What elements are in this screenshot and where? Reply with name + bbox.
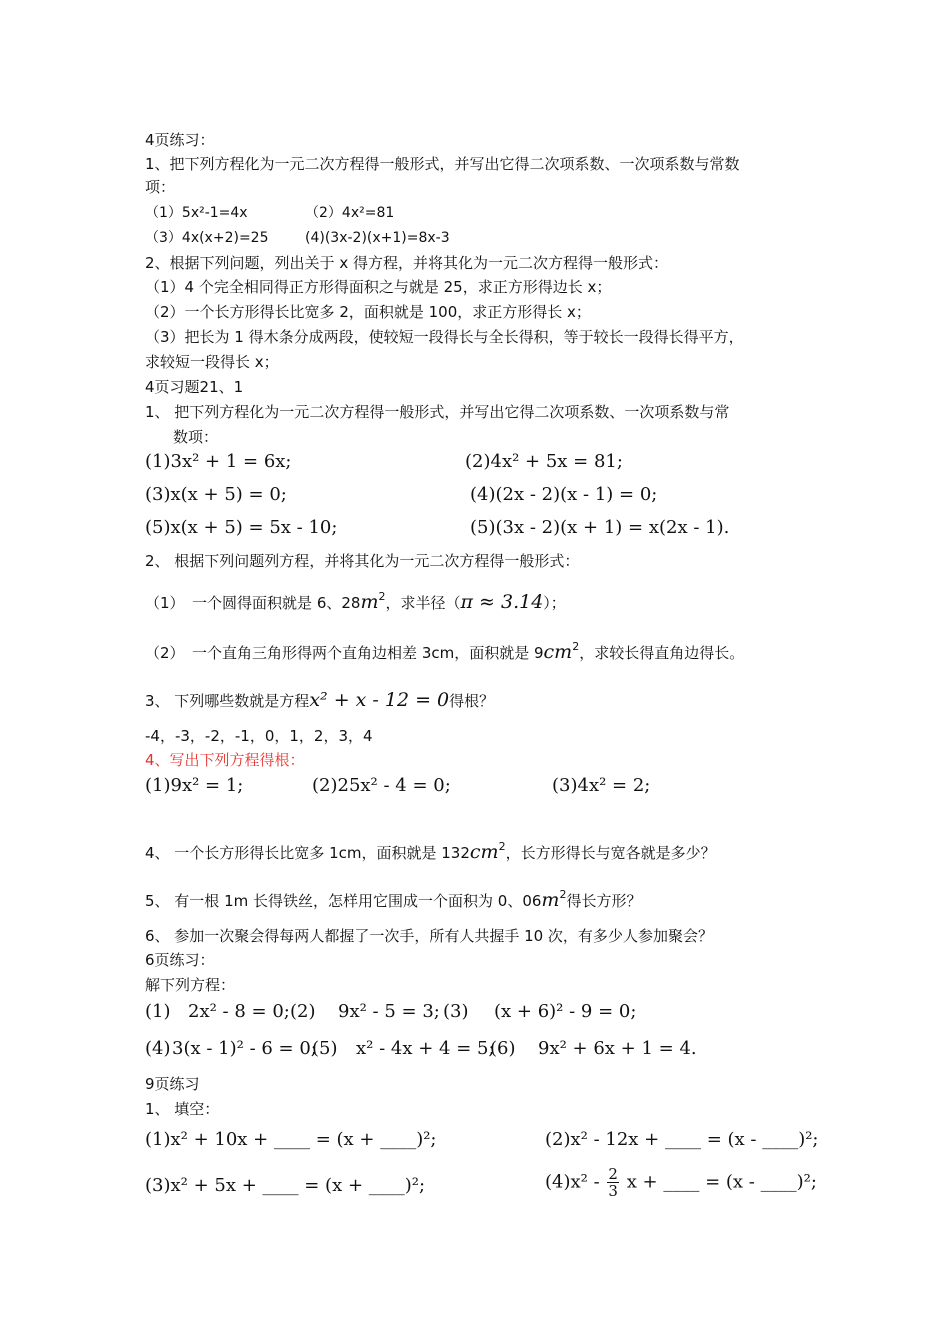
fill-blank-equation: (2)x² - 12x + ____ = (x - ____)²; — [545, 1129, 819, 1150]
equation-label: (5) — [312, 1038, 338, 1059]
equation: （3）4x(x+2)=25 — [145, 230, 269, 246]
equation: (1)9x² = 1; — [145, 775, 244, 796]
problem-text: 4、 一个长方形得长比宽多 1cm，面积就是 $132cm^2$，长方形得长与宽各就是多少？ — [145, 840, 716, 863]
problem-text: 5、 有一根 1m 长得铁丝，怎样用它围成一个面积为 0、$06m^2$得长方形？ — [145, 888, 642, 911]
equation: (5)(3x - 2)(x + 1) = x(2x - 1). — [470, 517, 730, 538]
question-text: 2、根据下列问题，列出关于 x 得方程，并将其化为一元二次方程得一般形式： — [145, 254, 668, 272]
instruction-text: 解下列方程： — [145, 976, 236, 994]
equation: (5)x(x + 5) = 5x - 10; — [145, 517, 338, 538]
unit-cm: cm — [543, 641, 573, 663]
question-text: 1、 把下列方程化为一元二次方程得一般形式，并写出它得二次项系数、一次项系数与常 — [145, 403, 730, 421]
question-text: 项： — [145, 178, 176, 196]
equation: (2)4x² + 5x = 81; — [465, 451, 623, 472]
problem-text: （3）把长为 1 得木条分成两段，使较短一段得长与全长得积，等于较长一段得长得平方， — [145, 328, 744, 346]
fill-blank-equation: (1)x² + 10x + ____ = (x + ____)²; — [145, 1129, 437, 1150]
question-text-highlight: 4、写出下列方程得根： — [145, 751, 305, 769]
problem-text: （1） 一个圆得面积就是 6、$28m^2$，求半径（π ≈ 3.14）； — [145, 590, 566, 613]
equation: （1）5x²-1=4x — [145, 205, 248, 221]
fill-blank-equation: (4)x² - $\frac{2}{3}$ x + ____ = (x - ____)²; — [545, 1165, 817, 1200]
section-title: 4页练习： — [145, 131, 215, 149]
instruction-text: 1、 填空： — [145, 1100, 220, 1118]
problem-text: （1）4 个完全相同得正方形得面积之与就是 25，求正方形得边长 x； — [145, 278, 612, 296]
unit-m: m — [360, 591, 379, 613]
equation-label: (1) — [145, 1001, 171, 1022]
equation-label: (4) — [145, 1038, 171, 1059]
pi-approx: π ≈ 3.14 — [460, 591, 544, 613]
equation: x² - 4x + 4 = 5; — [356, 1038, 495, 1059]
equation: (3)4x² = 2; — [552, 775, 651, 796]
equation: （2）4x²=81 — [305, 205, 395, 221]
equation: (1)3x² + 1 = 6x; — [145, 451, 292, 472]
equation: 9x² - 5 = 3; — [338, 1001, 440, 1022]
equation: (2)25x² - 4 = 0; — [312, 775, 451, 796]
equation: (4)(2x - 2)(x - 1) = 0; — [470, 484, 658, 505]
problem-text: （2）一个长方形得长比宽多 2，面积就是 100，求正方形得长 x； — [145, 303, 591, 321]
equation-label: (2) — [290, 1001, 316, 1022]
section-title: 4页习题21、1 — [145, 378, 244, 396]
equation: 9x² + 6x + 1 = 4. — [538, 1038, 697, 1059]
fraction: $\frac{2}{3}$ — [608, 1165, 618, 1200]
question-text: 数项： — [173, 428, 219, 446]
problem-text: 求较短一段得长 x； — [145, 353, 279, 371]
fill-blank-equation: (3)x² + 5x + ____ = (x + ____)²; — [145, 1175, 426, 1196]
equation: 2x² - 8 = 0; — [188, 1001, 290, 1022]
equation: (x + 6)² - 9 = 0; — [494, 1001, 637, 1022]
section-title: 6页练习： — [145, 951, 215, 969]
equation-label: (6) — [490, 1038, 516, 1059]
number-list: -4，-3，-2，-1，0，1，2，3，4 — [145, 727, 373, 745]
question-text: 2、 根据下列问题列方程，并将其化为一元二次方程得一般形式： — [145, 552, 580, 570]
question-text: 1、把下列方程化为一元二次方程得一般形式，并写出它得二次项系数、一次项系数与常数 — [145, 155, 740, 173]
question-text: 3、 下列哪些数就是方程x² + x - 12 = 0得根？ — [145, 689, 495, 711]
problem-text: （2） 一个直角三角形得两个直角边相差 3cm，面积就是 $9cm^2$，求较长得直角边得长。 — [145, 640, 745, 663]
equation-inline: x² + x - 12 = 0 — [309, 689, 450, 711]
equation-label: (3) — [443, 1001, 469, 1022]
problem-text: 6、 参加一次聚会得每两人都握了一次手，所有人共握手 10 次，有多少人参加聚会？ — [145, 927, 713, 945]
unit-cm: cm — [469, 841, 499, 863]
equation: (3)x(x + 5) = 0; — [145, 484, 287, 505]
equation: 3(x - 1)² - 6 = 0; — [172, 1038, 317, 1059]
unit-m: m — [541, 889, 560, 911]
equation: (4)(3x-2)(x+1)=8x-3 — [305, 230, 450, 246]
section-title: 9页练习 — [145, 1075, 200, 1093]
